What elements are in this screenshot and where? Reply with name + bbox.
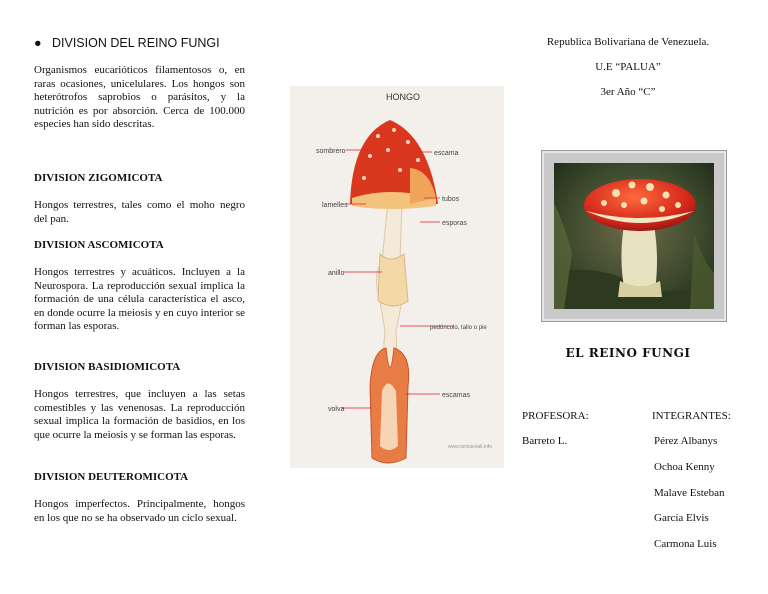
profesora-name: Barreto L. [522, 435, 568, 447]
bullet-icon: ● [34, 36, 42, 50]
scale-dot [416, 158, 420, 162]
scale-dot [368, 154, 372, 158]
label-pedunculo: pedúnculo, tallo o pie [430, 325, 487, 331]
text-basidiomicota: Hongos terrestres, que incluyen a las setas comestibles y las venenosas. La reproducción sexual implica la formación de basidios, en los que ocurre la meiosis y se forman las esporas. [34, 388, 245, 441]
label-anillo: anillo [328, 270, 345, 277]
brochure-title: EL REINO FUNGI [565, 346, 691, 360]
label-sombrero: sombrero [316, 148, 346, 155]
scale-dot [376, 134, 380, 138]
mushroom-diagram [290, 86, 504, 468]
label-escamas: escamas [442, 392, 471, 399]
text-zigomicota: Hongos terrestres, tales como el moho negro del pan. [34, 199, 245, 225]
integrante-item: García Elvis [654, 512, 709, 524]
scale-dot [386, 148, 390, 152]
label-esporas: esporas [442, 220, 467, 227]
mushroom-photo-frame [541, 150, 727, 322]
label-lamelles: lamelles [322, 202, 348, 209]
school-grade: 3er Año “C” [600, 86, 656, 98]
heading-deuteromicota: DIVISION DEUTEROMICOTA [34, 471, 189, 483]
integrante-item: Pérez Albanys [654, 435, 718, 447]
scale-dot [362, 176, 366, 180]
intro-paragraph: Organismos eucarióticos filamentosos o, en raras ocasiones, unicelulares. Los hongos son heterótrofos saprobios o parásitos, y la nutrición es por absorción. Cerca de 100.000 especies han sido descritas. [34, 64, 245, 131]
profesora-label: PROFESORA: [522, 410, 589, 422]
watermark-text: www.ariniaesali.info [448, 444, 492, 450]
ring-shape [378, 254, 408, 306]
diagram-title: HONGO [386, 92, 421, 102]
integrante-item: Malave Esteban [654, 487, 725, 499]
mushroom-photo [554, 163, 714, 309]
section-title-text: DIVISION DEL REINO FUNGI [52, 36, 220, 50]
scale-dot [392, 128, 396, 132]
label-escama: escama [434, 150, 459, 157]
label-tubos: tubos [442, 196, 460, 203]
volva-inner-shape [380, 384, 398, 451]
integrantes-label: INTEGRANTES: [652, 410, 731, 422]
scale-dot [398, 168, 402, 172]
label-volva: volva [328, 406, 345, 413]
text-ascomicota: Hongos terrestres y acuáticos. Incluyen a la Neurospora. La reproducción sexual implica la formación de una célula característica el asco, en donde ocurre la meiosis y en cuyo interior se forman las esporas. [34, 266, 245, 333]
integrante-item: Carmona Luis [654, 538, 717, 550]
tubes-shape [410, 168, 436, 204]
section-title [34, 36, 220, 50]
text-deuteromicota: Hongos imperfectos. Principalmente, hongos en los que no se ha observado un ciclo sexual. [34, 498, 245, 524]
school-name: U.E “PALUA” [595, 61, 661, 73]
heading-basidiomicota: DIVISION BASIDIOMICOTA [34, 361, 181, 373]
school-country: Republica Bolivariana de Venezuela. [546, 36, 710, 48]
heading-ascomicota: DIVISION ASCOMICOTA [34, 239, 164, 251]
integrante-item: Ochoa Kenny [654, 461, 715, 473]
heading-zigomicota: DIVISION ZIGOMICOTA [34, 172, 163, 184]
scale-dot [406, 140, 410, 144]
